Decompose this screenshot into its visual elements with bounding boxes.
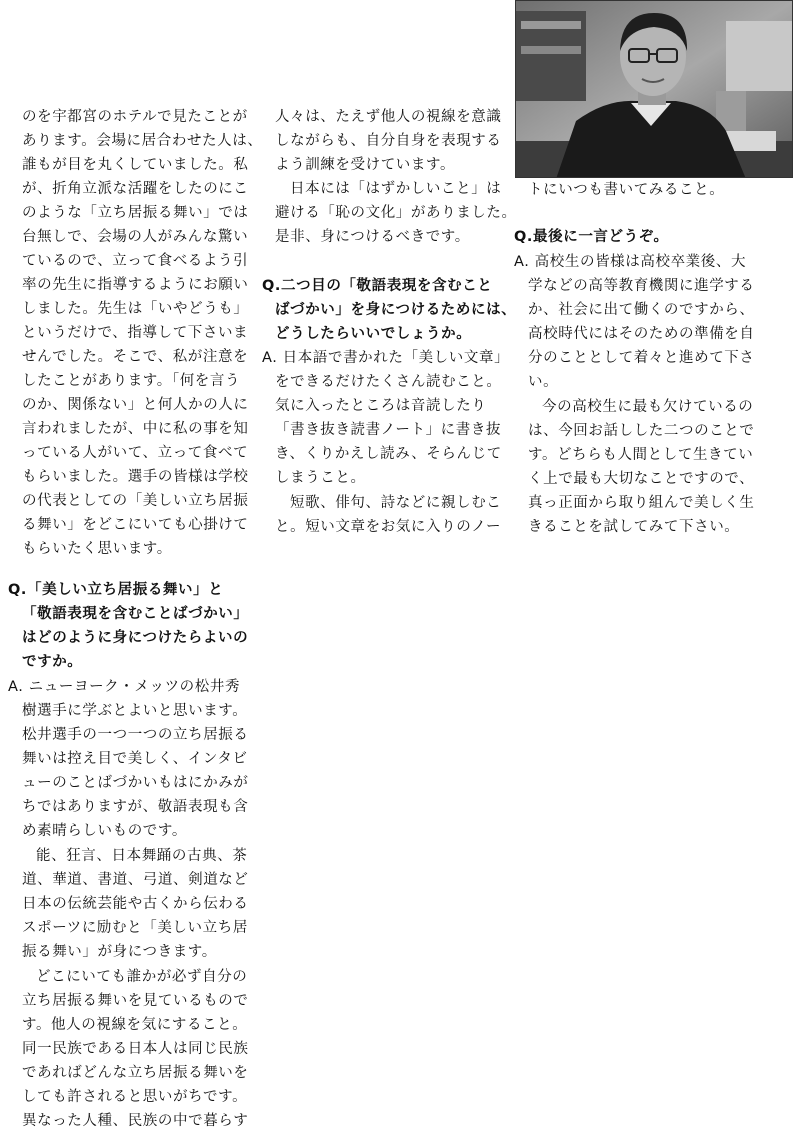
text-line: もらいました。選手の皆様は学校 [22, 469, 249, 485]
text-line: 分のこととして着々と進めて下さ [528, 350, 755, 366]
text-line: ちではありますが、敬語表現も含 [22, 799, 249, 815]
text-line: A. ニューヨーク・メッツの松井秀 [8, 679, 241, 695]
text-line: しました。先生は「いやどうも」 [22, 301, 249, 317]
text-line: 気に入ったところは音読したり [275, 398, 487, 414]
text-line: のような「立ち居振る舞い」では [22, 205, 249, 221]
text-line: 誰もが目を丸くしていました。私 [22, 157, 249, 173]
text-line: をできるだけたくさん読むこと。 [275, 374, 502, 390]
text-line: 日本の伝統芸能や古くから伝わる [22, 896, 249, 912]
text-line: 振る舞い」が身につきます。 [22, 944, 217, 960]
question-line: どうしたらいいでしょうか。 [275, 326, 472, 342]
text-line: き、くりかえし読み、そらんじて [275, 446, 502, 462]
text-line: 率の先生に指導するようにお願い [22, 277, 249, 293]
text-line: め素晴らしいものです。 [22, 823, 187, 839]
text-line: A. 日本語で書かれた「美しい文章」 [262, 350, 510, 366]
text-line: どこにいても誰かが必ず自分の [36, 969, 248, 985]
text-line: しながらも、自分自身を表現する [275, 133, 502, 149]
text-line: す。他人の視線を気にすること。 [22, 1017, 248, 1033]
text-line: スポーツに励むと「美しい立ち居 [22, 920, 248, 936]
text-line: トにいつも書いてみること。 [528, 182, 725, 198]
text-line: 日本には「はずかしいこと」は [290, 181, 502, 197]
text-line: 避ける「恥の文化」がありました。 [275, 205, 517, 221]
text-line: あります。会場に居合わせた人は、 [22, 133, 263, 149]
text-line: きることを試してみて下さい。 [528, 519, 740, 535]
text-line: よう訓練を受けています。 [275, 157, 456, 173]
text-line: せんでした。そこで、私が注意を [22, 349, 249, 365]
question-line: Q.二つ目の「敬語表現を含むこと [262, 278, 493, 294]
question-line: 「敬語表現を含むことばづかい」 [22, 606, 249, 622]
portrait-image [516, 1, 793, 178]
question-line: Q.「美しい立ち居振る舞い」と [8, 582, 224, 598]
text-line: 人々は、たえず他人の視線を意識 [275, 109, 502, 125]
text-line: 樹選手に学ぶとよいと思います。 [22, 703, 248, 719]
question-line: ばづかい」を身につけるためには、 [275, 302, 517, 318]
text-line: 立ち居振る舞いを見ているもので [22, 993, 249, 1009]
text-line: A. 高校生の皆様は高校卒業後、大 [514, 254, 747, 270]
question-line: ですか。 [22, 654, 83, 670]
text-line: 舞いは控え目で美しく、インタビ [22, 751, 248, 767]
text-line: であればどんな立ち居振る舞いを [22, 1065, 249, 1081]
text-line: 「書き抜き読書ノート」に書き抜 [275, 422, 502, 438]
text-line: 台無しで、会場の人がみんな驚い [22, 229, 249, 245]
text-line: のか、関係ない」と何人かの人に [22, 397, 249, 413]
text-line: 言われましたが、中に私の事を知 [22, 421, 249, 437]
text-line: 今の高校生に最も欠けているの [542, 399, 754, 415]
text-line: 松井選手の一つ一つの立ち居振る [22, 727, 249, 743]
question-line: はどのように身につけたらよいの [22, 630, 249, 646]
text-line: す。どちらも人間として生きてい [528, 447, 754, 463]
text-line: 能、狂言、日本舞踊の古典、茶 [36, 848, 248, 864]
text-line: ているので、立って食べるよう引 [22, 253, 249, 269]
text-line: く上で最も大切なことですので、 [528, 471, 755, 487]
question-line: Q.最後に一言どうぞ。 [514, 229, 669, 245]
text-line: 短歌、俳句、詩などに親しむこ [290, 495, 502, 511]
text-line: 学などの高等教育機関に進学する [528, 278, 755, 294]
text-line: 異なった人種、民族の中で暮らす [22, 1113, 249, 1129]
text-line: というだけで、指導して下さいま [22, 325, 249, 341]
text-line: 道、華道、書道、弓道、剣道など [22, 872, 249, 888]
text-line: と。短い文章をお気に入りのノー [275, 519, 502, 535]
text-line: 是非、身につけるべきです。 [275, 229, 470, 245]
portrait-photo [515, 0, 793, 178]
text-line: い。 [528, 374, 559, 390]
text-line: の代表としての「美しい立ち居振 [22, 493, 249, 509]
text-line: のを宇都宮のホテルで見たことが [22, 109, 248, 125]
text-line: か、社会に出て働くのですから、 [528, 302, 755, 318]
text-line: 高校時代にはそのための準備を自 [528, 326, 755, 342]
text-line: したことがあります。「何を言う [22, 373, 241, 389]
text-line: っている人がいて、立って食べて [22, 445, 249, 461]
text-line: 同一民族である日本人は同じ民族 [22, 1041, 249, 1057]
text-line: が、折角立派な活躍をしたのにこ [22, 181, 249, 197]
text-line: ューのことばづかいもはにかみが [22, 775, 249, 791]
text-line: しても許されると思いがちです。 [22, 1089, 248, 1105]
text-line: は、今回お話しした二つのことで [528, 423, 755, 439]
text-line: しまうこと。 [275, 470, 366, 486]
text-line: もらいたく思います。 [22, 541, 172, 557]
text-line: 真っ正面から取り組んで美しく生 [528, 495, 755, 511]
text-line: る舞い」をどこにいても心掛けて [22, 517, 249, 533]
